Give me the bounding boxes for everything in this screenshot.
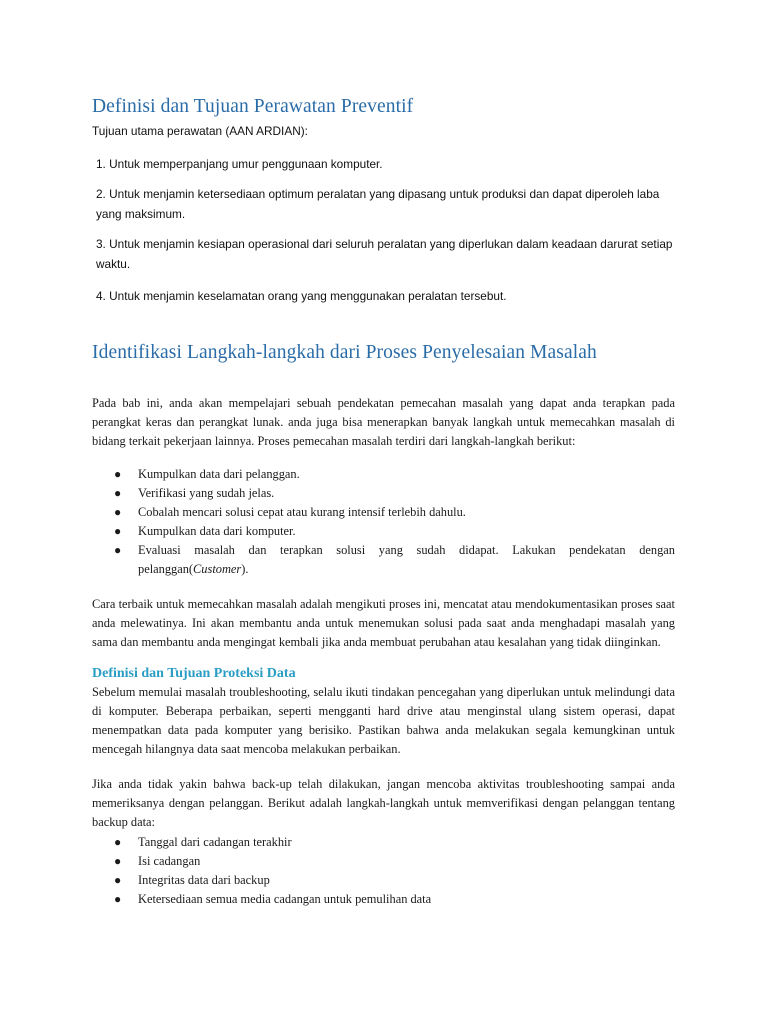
list-item: ● Evaluasi masalah dan terapkan solusi yang sudah didapat. Lakukan pendekatan dengan pelanggan(Customer). xyxy=(114,543,675,576)
bullet-icon: ● xyxy=(114,524,122,538)
section3-title: Definisi dan Tujuan Proteksi Data xyxy=(92,666,296,681)
section2-bullet-list xyxy=(92,465,675,579)
list-item: ● Kumpulkan data dari pelanggan. xyxy=(92,465,675,484)
section1-item-3: 3. Untuk menjamin kesiapan operasional dari seluruh peralatan yang diperlukan dalam keadaan darurat setiap waktu. xyxy=(96,237,673,271)
section3-para-2: Jika anda tidak yakin bahwa back-up telah dilakukan, jangan mencoba aktivitas troubleshooting sampai anda memeriksanya dengan pelanggan. Berikut adalah langkah-langkah untuk memverifikasi dengan pelanggan tentang backup data: xyxy=(92,777,675,829)
list-item: ● Cobalah mencari solusi cepat atau kurang intensif terlebih dahulu. xyxy=(92,503,675,522)
bullet-icon: ● xyxy=(114,486,122,500)
section1-item-2: 2. Untuk menjamin ketersediaan optimum peralatan yang dipasang untuk produksi dan dapat diperoleh laba yang maksimum. xyxy=(96,187,660,221)
section2-title: Identifikasi Langkah-langkah dari Proses Penyelesaian Masalah xyxy=(92,342,597,363)
bullet-icon: ● xyxy=(114,854,122,868)
section3-bullet-list xyxy=(92,833,675,909)
list-item: ● Kumpulkan data dari komputer. xyxy=(92,522,675,541)
list-item: ● Verifikasi yang sudah jelas. xyxy=(92,484,675,503)
section1-subtitle: Tujuan utama perawatan (AAN ARDIAN): xyxy=(92,124,308,138)
customer-word: Customer xyxy=(193,562,242,576)
section1-item-4: 4. Untuk menjamin keselamatan orang yang menggunakan peralatan tersebut. xyxy=(96,289,507,303)
bullet-icon: ● xyxy=(114,873,122,887)
bullet-icon: ● xyxy=(114,467,122,481)
bullet-icon: ● xyxy=(114,543,122,557)
bullet-icon: ● xyxy=(114,505,122,519)
bullet-icon: ● xyxy=(114,835,122,849)
section2-closing: Cara terbaik untuk memecahkan masalah adalah mengikuti proses ini, mencatat atau mendokumentasikan proses saat anda melewatinya. Ini akan membantu anda untuk menemukan solusi pada saat anda menghadapi masalah yang sama dan membantu anda mengingat kembali jika anda membuat perubahan atau kesalahan yang tidak diinginkan. xyxy=(92,597,675,649)
bullet-icon: ● xyxy=(114,892,122,906)
list-item: ● Isi cadangan xyxy=(92,852,675,871)
section3-para-1: Sebelum memulai masalah troubleshooting, selalu ikuti tindakan pencegahan yang diperlukan untuk melindungi data di komputer. Beberapa perbaikan, seperti mengganti hard drive atau menginstal ulang sistem operasi, dapat menempatkan data pada komputer yang berisiko. Pastikan bahwa anda melakukan segala kemungkinan untuk mencegah hilangnya data saat mencoba melakukan perbaikan. xyxy=(92,685,675,756)
document-content xyxy=(92,96,675,909)
section2-intro: Pada bab ini, anda akan mempelajari sebuah pendekatan pemecahan masalah yang dapat anda terapkan pada perangkat keras dan perangkat lunak. anda juga bisa menerapkan banyak langkah untuk memecahkan masalah di bidang terkait pekerjaan lainnya. Proses pemecahan masalah terdiri dari langkah-langkah berikut: xyxy=(92,396,675,448)
list-item: ● Integritas data dari backup xyxy=(92,871,675,890)
section1-item-1: 1. Untuk memperpanjang umur penggunaan komputer. xyxy=(96,157,383,171)
list-item: ● Ketersediaan semua media cadangan untuk pemulihan data xyxy=(92,890,675,909)
section1-title: Definisi dan Tujuan Perawatan Preventif xyxy=(92,96,414,117)
list-item: ● Tanggal dari cadangan terakhir xyxy=(92,833,675,852)
